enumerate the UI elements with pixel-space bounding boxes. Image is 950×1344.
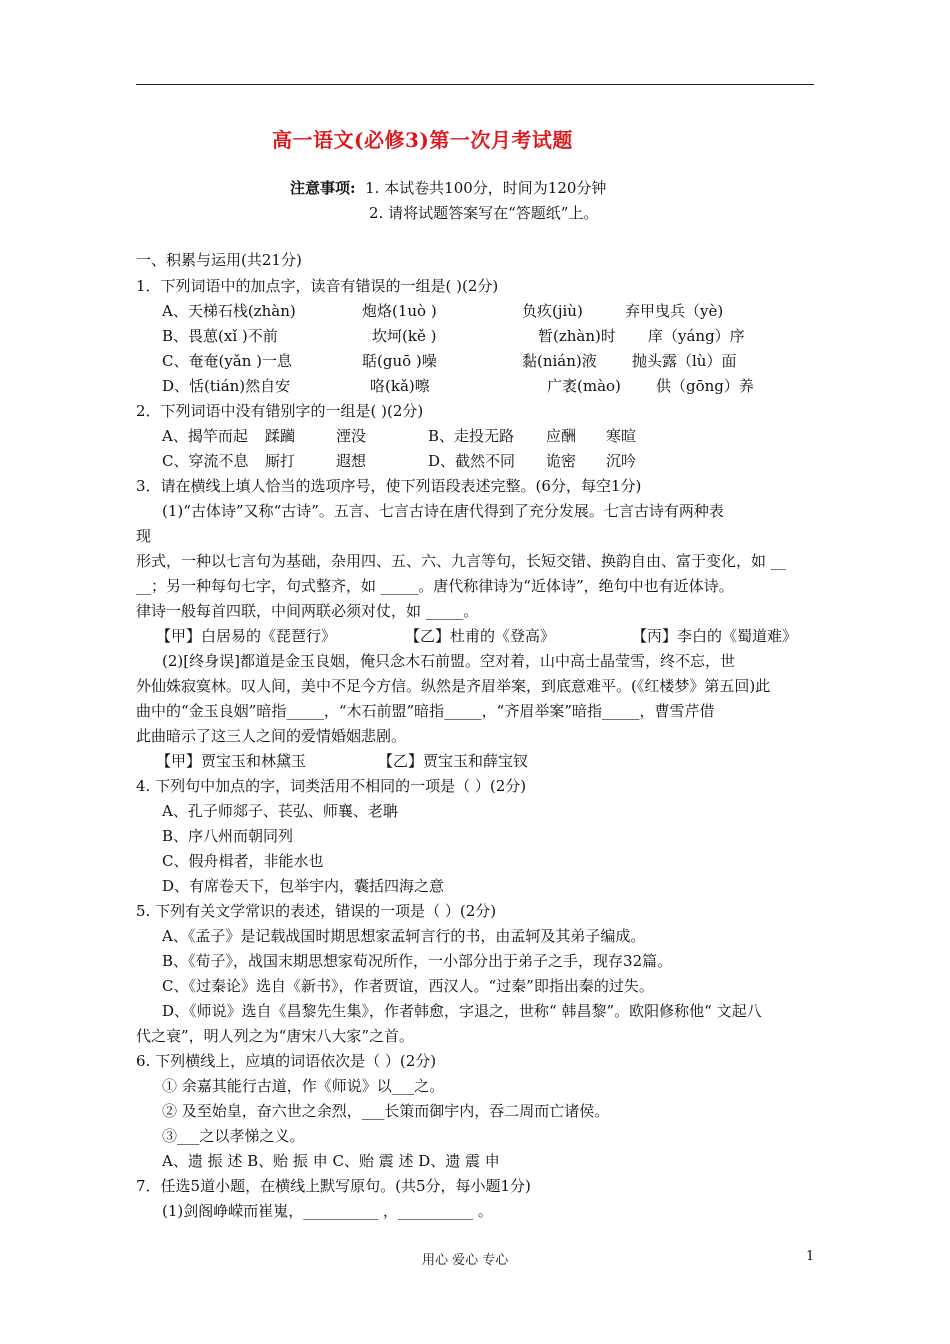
paragraph-line: (1)“古体诗”又称“古诗”。五言、七言古诗在唐代得到了充分发展。七言古诗有两种表 — [162, 502, 724, 520]
option-line: D、《师说》选自《昌黎先生集》，作者韩愈，字退之，世称“ 韩昌黎”。欧阳修称他“ 文起八 — [162, 1002, 762, 1020]
option-cell: C、奄奄(yǎn )一息 — [162, 352, 293, 370]
option-line: B、《荀子》，战国末期思想家荀况所作，一小部分出于弟子之手，现存32篇。 — [162, 952, 673, 970]
option-cell: 沉吟 — [606, 452, 637, 470]
paragraph-line: 此曲暗示了这三人之间的爱情婚姻悲剧。 — [136, 727, 407, 745]
option-line: A、孔子师郯子、苌弘、师襄、老聃 — [162, 802, 398, 820]
question-stem: 2．下列词语中没有错别字的一组是( )(2分) — [136, 402, 424, 420]
paragraph-line: 形式，一种以七言句为基础，杂用四、五、六、九言等句，长短交错、换韵自由、富于变化，如 __ — [136, 552, 786, 570]
option-cell: 负疚(jiù) — [522, 302, 583, 320]
option-cell: 聒(guō )噪 — [362, 352, 437, 370]
option-line: ② 及至始皇，奋六世之余烈，___长策而御宇内，吞二周而亡诸侯。 — [162, 1102, 610, 1120]
option-cell: A、天梯石栈(zhàn) — [162, 302, 296, 320]
paragraph-line: (2)[终身误]都道是金玉良姻，俺只念木石前盟。空对着，山中高士晶莹雪，终不忘，世 — [162, 652, 735, 670]
option-line: 代之衰”，明人列之为“唐宋八大家”之首。 — [136, 1027, 415, 1045]
option-line: C、假舟楫者，非能水也 — [162, 852, 324, 870]
option-cell: 应酬 — [546, 427, 577, 445]
choice-label: 【甲】白居易的《琵琶行》 — [156, 627, 337, 645]
choice-label: 【乙】贾宝玉和薛宝钗 — [378, 752, 529, 770]
option-line: ③___之以孝悌之义。 — [162, 1127, 305, 1145]
option-cell: 蹂躏 — [265, 427, 296, 445]
option-cell: B、畏葸(xǐ )不前 — [162, 327, 278, 345]
question-stem: 3．请在横线上填人恰当的选项序号，使下列语段表述完整。(6分，每空1分) — [136, 477, 642, 495]
option-cell: 供（gōng）养 — [656, 377, 754, 395]
section-heading: 一、积累与运用(共21分) — [136, 251, 302, 269]
paragraph-line: __；另一种每句七字，句式整齐，如 _____。唐代称律诗为“近体诗”，绝句中也有近体诗。 — [136, 577, 734, 595]
choice-label: 【甲】贾宝玉和林黛玉 — [156, 752, 307, 770]
header-rule — [136, 84, 814, 85]
choice-label: 【乙】杜甫的《登高》 — [405, 627, 556, 645]
option-cell: 炮烙(1uò ) — [362, 302, 437, 320]
option-cell: 遐想 — [336, 452, 367, 470]
question-stem: 1．下列词语中的加点字，读音有错误的一组是( )(2分) — [136, 277, 499, 295]
option-line: (1)剑阁峥嵘而崔嵬，__________ ，__________ 。 — [162, 1202, 493, 1220]
option-line: D、有席卷天下，包举宇内，囊括四海之意 — [162, 877, 445, 895]
choice-label: 【丙】李白的《蜀道难》 — [632, 627, 798, 645]
question-stem: 6. 下列横线上，应填的词语依次是（ ）(2分) — [136, 1052, 437, 1070]
option-cell: 坎坷(kě ) — [372, 327, 437, 345]
exam-title: 高一语文(必修3)第一次月考试题 — [272, 128, 573, 152]
paragraph-line: 外仙姝寂寞林。叹人间，美中不足今方信。纵然是齐眉举案，到底意难平。(《红楼梦》第五回)此 — [136, 677, 771, 695]
option-cell: B、走投无路 — [428, 427, 515, 445]
option-cell: 庠（yáng）序 — [648, 327, 745, 345]
option-line: A、遗 振 述 B、贻 振 申 C、贻 震 述 D、遗 震 申 — [162, 1152, 500, 1170]
option-cell: 诡密 — [546, 452, 577, 470]
option-cell: 湮没 — [336, 427, 367, 445]
notice-item: 2. 请将试题答案写在“答题纸”上。 — [369, 204, 599, 222]
question-stem: 5. 下列有关文学常识的表述，错误的一项是（ ）(2分) — [136, 902, 497, 920]
option-cell: 寒暄 — [606, 427, 637, 445]
option-line: B、序八州而朝同列 — [162, 827, 294, 845]
option-cell: D、截然不同 — [428, 452, 516, 470]
option-cell: 咯(kǎ)嚓 — [370, 377, 430, 395]
notice-line-1 — [290, 178, 606, 198]
paragraph-line: 曲中的“金玉良姻”暗指_____，“木石前盟”暗指_____，“齐眉举案”暗指_____，曹雪芹借 — [136, 702, 715, 720]
question-stem: 7．任选5道小题，在横线上默写原句。(共5分，每小题1分) — [136, 1177, 531, 1195]
option-line: A、《孟子》是记载战国时期思想家孟轲言行的书，由孟轲及其弟子编成。 — [162, 927, 646, 945]
page-number: 1 — [806, 1249, 815, 1264]
option-line: ① 余嘉其能行古道，作《师说》以___之。 — [162, 1077, 445, 1095]
option-cell: 广袤(mào) — [547, 377, 621, 395]
paragraph-line: 现 — [136, 527, 152, 545]
option-cell: 黏(nián)液 — [522, 352, 597, 370]
option-cell: 暂(zhàn)时 — [538, 327, 616, 345]
footer-motto: 用心 爱心 专心 — [422, 1253, 509, 1268]
paragraph-line: 律诗一般每首四联，中间两联必须对仗，如 _____。 — [136, 602, 479, 620]
option-cell: 抛头露（lù）面 — [632, 352, 737, 370]
notice-item: 1. 本试卷共100分，时间为120分钟 — [365, 179, 607, 197]
option-line: C、《过秦论》选自《新书》，作者贾谊，西汉人。“过秦”即指出秦的过失。 — [162, 977, 654, 995]
option-cell: 厮打 — [265, 452, 296, 470]
notice-label: 注意事项: — [290, 179, 356, 197]
option-cell: 弃甲曳兵（yè) — [625, 302, 724, 320]
option-cell: A、揭竿而起 — [162, 427, 248, 445]
question-stem: 4. 下列句中加点的字，词类活用不相同的一项是（ ）(2分) — [136, 777, 527, 795]
option-cell: C、穿流不息 — [162, 452, 249, 470]
option-cell: D、恬(tián)然自安 — [162, 377, 291, 395]
